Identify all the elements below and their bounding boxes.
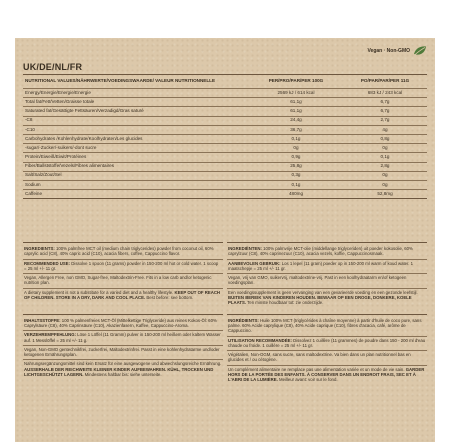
nutrition-col-label: NUTRITIONAL VALUES/NÄHRWERTE/VOEDINGSWAARDE/ VALEUR NUTRITIONNELLE (23, 75, 249, 89)
ingredients-text: 100% palmfree MCT oil (medium chain triglycerides) powder from coconut oil, 60% caprylic acid (C8), 40% capric acid (C10), acacia fibers, coffee, Cappuccino flavor. (24, 246, 214, 257)
nutrition-row (23, 107, 427, 116)
nutrient-name: Salt/Salz/Zout/Sel (23, 171, 249, 180)
nutrient-per100: 61,1g (249, 98, 343, 107)
nutrition-row (23, 134, 427, 143)
nutrient-per100: 25,8g (249, 162, 343, 171)
ingredients-section (227, 317, 427, 337)
warning-text: Een voedingssupplement is geen vervanging van een gevarieerde voeding en een gezonde leefstijl. (228, 289, 418, 295)
nutrient-name: Saturated fat/Gesättigte Fettsäuren/Verzadigd/Gras saturé (23, 107, 249, 116)
best-before-text: Mindestens haltbar bis: siehe unterseite. (84, 372, 162, 378)
usage-text: Dissolve 1 spoon (11 grams) powder in 150-200 ml hot or cold water. 1 scoop = 25 ml +/- 11 gr. (24, 260, 219, 271)
nutrient-name: Fiber/Ballststoffe/Vezels/Fibres alimentaires (23, 162, 249, 171)
language-codes: UK/DE/NL/FR (23, 62, 83, 72)
nutrient-name: -sugar/-Zucker/-suikers/-dont sucre (23, 144, 249, 153)
warning-text: A dietary supplement is not a substitute for a varied diet and a healthy lifestyle. (24, 289, 174, 295)
block-nl (227, 242, 427, 308)
warning-section (23, 289, 223, 303)
nutrient-per-serving: 4g (343, 125, 427, 134)
nutrient-per100: 0g (249, 144, 343, 153)
warning-bold: GARDER HORS DE LA PORTÉE DES ENFANTS. À CONSERVER DANS UN ENDROIT FRAIS, SEC ET À L'ABRI DE LA LUMIÈRE. (228, 366, 425, 383)
nutrient-per-serving: 683 kJ / 243 kcal (343, 89, 427, 98)
diet-text: Vegan, Non-GMO gentechnikfrei, zuckerfrei, Maltodextrinfrei. Passt in eine kohlenhydratarme und/oder ketogenen Ernährungsplan. (24, 346, 220, 358)
nutrient-per-serving: 52,8mg (343, 190, 427, 199)
warning-bold: KEEP OUT OF REACH OF CHILDREN. STORE IN A DRY, DARK AND COOL PLACE. (24, 289, 221, 301)
nutrition-row (23, 144, 427, 153)
best-before-text: Meilleur avant: voir sur le fond. (279, 377, 338, 383)
ingredients-section (227, 245, 427, 260)
warning-section (227, 289, 427, 308)
diet-section (23, 274, 223, 289)
best-before-text: Best before: see bottom. (146, 295, 194, 301)
warning-section (227, 366, 427, 385)
leaf-icon (413, 45, 427, 57)
nutrient-per-serving: 0g (343, 171, 427, 180)
ingredients-text: 100 % palmenfreies MCT-Öl (Mittelkettige Triglyceride) aus reines Kokos-Öl: 60% Caprylsäure (C8), 40% Caprinsäure (C10), Akazienfasern, Kaffee, Cappuccino-Aroma. (24, 317, 217, 328)
nutrition-row (23, 98, 427, 107)
block-fr (227, 314, 427, 385)
usage-section (23, 331, 223, 346)
nutrient-name: Caffeine (23, 190, 249, 199)
usage-heading: UTILISATION RECOMMANDÉE: (228, 337, 292, 343)
nutrient-per-serving: 0,1g (343, 153, 427, 162)
nutrition-row (23, 116, 427, 125)
ingredients-section (23, 317, 223, 332)
diet-text: Vegan, vrij van GMO, suikervrij, maltodextrine-vrij. Past in een koolhydraatarm en/of ketogeen voedingsplan. (228, 275, 407, 286)
diet-section (23, 346, 223, 361)
nutrient-per100: 36,7g (249, 125, 343, 134)
nutrient-per100: 0,3g (249, 171, 343, 180)
nutrient-name: Carbohydrates /Kohlenhydrate/Koolhydraten/Les glucides (23, 134, 249, 143)
nutrient-per-serving: 6,7g (343, 98, 427, 107)
nutrition-header-row (23, 75, 427, 89)
diet-text: Végétalien, Non-OGM, sans sucre, sans maltodextrine. Va bien dans un plan nutritionnel bas en glucides et / ou cétogène. (228, 352, 411, 363)
ingredients-text: Huile 100% MCT (triglycérides à chaîne moyenne) à partir d'huile de coco pure, sans palme. 60% Acide caprylique (C8), 40% Acide caprique (C10), fibres d'acacia, café, arôme de Cappuccino. (228, 317, 422, 334)
nutrition-col-per100: PER/PRO/PAR/PER 100G (249, 75, 343, 89)
diet-section (227, 274, 427, 289)
nutrition-row (23, 125, 427, 134)
nutrient-name: Sodium (23, 180, 249, 189)
usage-heading: AANBEVOLEN GEBRUIK: (228, 260, 281, 266)
nutrition-row (23, 89, 427, 98)
nutrient-per100: 0,1g (249, 180, 343, 189)
nutrition-row (23, 171, 427, 180)
ingredients-section (23, 245, 223, 260)
vegan-badge-text: Vegan · Non-GMO (367, 48, 410, 54)
nutrient-per100: 480mg (249, 190, 343, 199)
ingredients-heading: INHALTSSTOFFE: (24, 317, 61, 323)
usage-section (227, 337, 427, 352)
nutrient-per-serving: 6,7g (343, 107, 427, 116)
nutrition-row (23, 190, 427, 199)
ingredients-heading: INGRÉDIENTS: (228, 317, 259, 323)
nutrition-row (23, 180, 427, 189)
best-before-text: Ten minste houdbaar tot: zie onderzijde. (247, 300, 324, 306)
nutrient-per-serving: 0g (343, 180, 427, 189)
nutrient-per100: 0,1g (249, 134, 343, 143)
ingredients-text: 100% palmvrije MCT-olie (middellange triglyceriden) uit poeder kokosolie, 60% caprylzuur (C8), 40% caprinezuur (C10), acacia vezels, koffie, Cappuccinosmaak. (228, 246, 413, 257)
usage-section (23, 260, 223, 275)
diet-text: Vegan, Allergen Free, non GMO, Sugar-free, Maltodextrin-Free. Fits in a low carb and/or ketogenic nutrition plan. (24, 275, 212, 286)
nutrient-per100: 0,9g (249, 153, 343, 162)
usage-text: Löse 1 Löffel (11 Gramm) pulver in 150-200 ml heißem oder kaltem Wasser auf. 1 Messlöffel = 25 ml +/- 11 g. (24, 332, 221, 343)
block-de (23, 314, 223, 385)
warning-text: Nahrungsergänzungsmittel sind kein Ersatz für eine ausgewogene und abwechslungsreiche Ernährung. (24, 361, 222, 367)
nutrient-name: -C10 (23, 125, 249, 134)
usage-text: Los 1 lepel (11 gram) poeder op in 150-200 ml warm of koud water. 1 maatschepje = 25 ml +/- 11 gr. (228, 260, 414, 271)
nutrient-per100: 24,4g (249, 116, 343, 125)
ingredients-heading: INGREDIËNTEN: (228, 246, 262, 251)
nutrient-per-serving: 0,8g (343, 134, 427, 143)
nutrient-per-serving: 0g (343, 144, 427, 153)
block-uk (23, 242, 223, 308)
usage-section (227, 260, 427, 275)
ingredients-heading: INGREDIENTS: (24, 246, 55, 251)
vegan-badge (368, 44, 428, 58)
nutrition-row (23, 153, 427, 162)
usage-heading: VERZEHREMPFEHLUNG: (24, 332, 77, 338)
warning-section (23, 360, 223, 379)
nutrient-name: Protein/Eiweiß/Eiwit/Protéines (23, 153, 249, 162)
usage-text: Dissolvez 1 cuillère (11 grammes) de poudre dans 150 - 200 ml d'eau chaude ou froide. 1 cuillère = 25 ml +/- 11 gr. (228, 337, 426, 348)
product-label (15, 38, 435, 442)
warning-bold: BUITEN BEREIK VAN KINDEREN HOUDEN. BEWAAR OP EEN DROGE, DONKERE, KOELE PLAATS. (228, 295, 412, 306)
warning-text: Un complément alimentaire ne remplace pas une alimentation variée et un mode de vie sain. (228, 366, 405, 372)
usage-heading: RECOMMENDED USE: (24, 260, 71, 266)
nutrition-row (23, 162, 427, 171)
nutrient-per100: 61,1g (249, 107, 343, 116)
nutrient-per-serving: 2,8g (343, 162, 427, 171)
nutrient-name: Energy/Energie/Energie/Energie (23, 89, 249, 98)
nutrient-name: -C8 (23, 116, 249, 125)
nutrient-name: Total fat/Fett/Vetten/Graisse totale (23, 98, 249, 107)
warning-bold: AUSSERHALB DER REICHWEITE KLEINER KINDER AUFBEWAHREN. KÜHL, TROCKEN UND LICHTGESCHÜTZT LAGERN. (24, 366, 214, 378)
diet-section (227, 351, 427, 366)
nutrient-per100: 2569 kJ / 614 kcal (249, 89, 343, 98)
nutrient-per-serving: 2,7g (343, 116, 427, 125)
info-grid (23, 242, 427, 385)
nutrition-table (23, 74, 427, 199)
nutrition-col-serving: PO/PAR/PAR/PER 11G (343, 75, 427, 89)
